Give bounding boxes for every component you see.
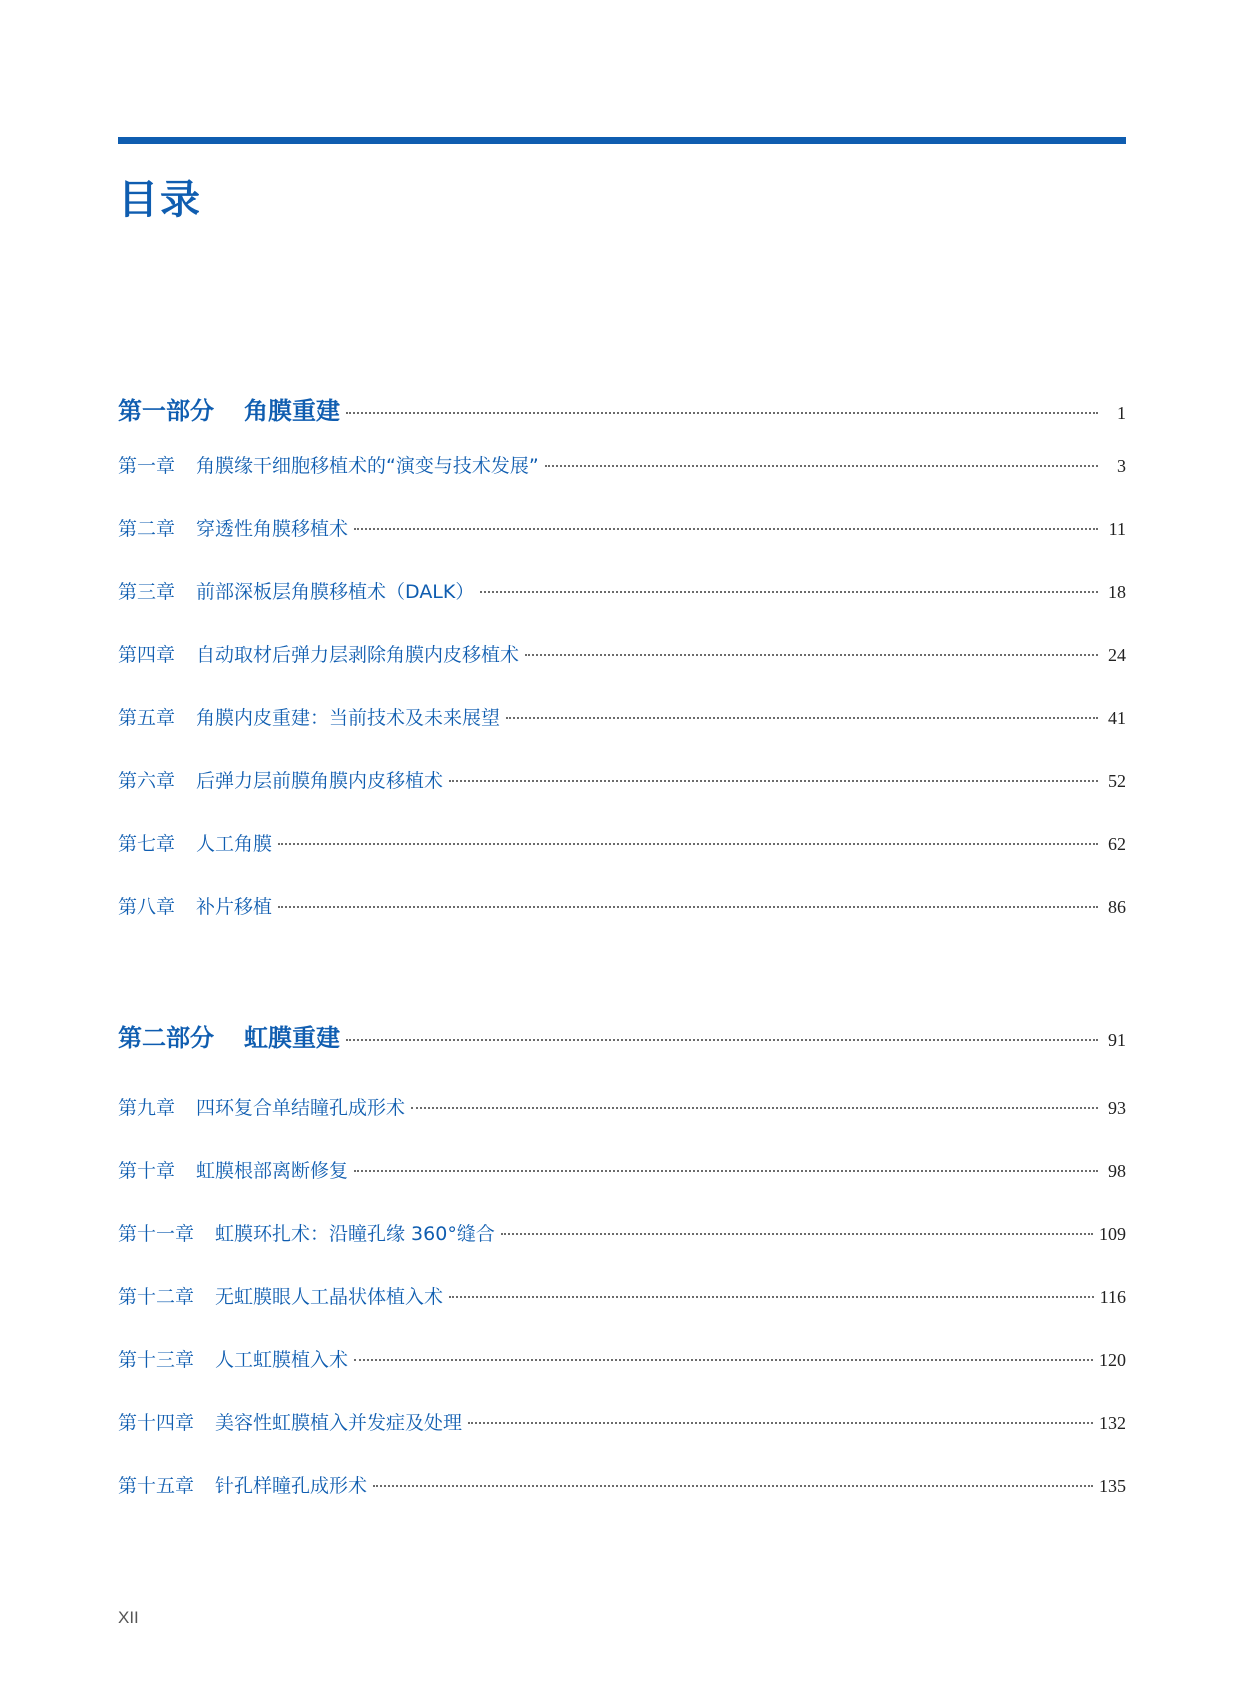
chapter-number: 第十章 [118,1160,176,1182]
dot-leader [346,412,1098,414]
page-number: 1 [1117,403,1126,423]
dot-leader [480,591,1098,593]
chapter-number: 第九章 [118,1097,176,1119]
page-number: 41 [1108,708,1126,728]
chapter-number: 第四章 [118,644,176,666]
page-number: 18 [1108,582,1126,602]
toc-chapter-7[interactable] [118,829,1126,856]
chapter-title: 角膜缘干细胞移植术的“演变与技术发展” [196,455,539,477]
chapter-title: 人工角膜 [196,833,273,855]
page-number: 120 [1099,1350,1126,1370]
part-title: 角膜重建 [244,397,340,425]
page-number: 98 [1108,1161,1126,1181]
chapter-number: 第十三章 [118,1349,195,1371]
chapter-title: 自动取材后弹力层剥除角膜内皮移植术 [196,644,520,666]
page-number: 62 [1108,834,1126,854]
page-number: 52 [1108,771,1126,791]
chapter-number: 第五章 [118,707,176,729]
page-number: 11 [1108,519,1126,539]
page-title: 目录 [118,177,202,223]
chapter-number: 第一章 [118,455,176,477]
chapter-number: 第八章 [118,896,176,918]
toc-chapter-11[interactable] [118,1219,1126,1246]
chapter-title: 美容性虹膜植入并发症及处理 [215,1412,463,1434]
toc-chapter-5[interactable] [118,703,1126,730]
dot-leader [501,1233,1093,1235]
dot-leader [449,1296,1094,1298]
chapter-number: 第十五章 [118,1475,195,1497]
chapter-title: 后弹力层前膜角膜内皮移植术 [196,770,444,792]
toc-chapter-6[interactable] [118,766,1126,793]
dot-leader [468,1422,1093,1424]
chapter-title: 虹膜根部离断修复 [196,1160,349,1182]
chapter-number: 第十一章 [118,1223,195,1245]
chapter-title: 四环复合单结瞳孔成形术 [196,1097,406,1119]
dot-leader [346,1039,1098,1041]
chapter-title: 人工虹膜植入术 [215,1349,349,1371]
dot-leader [354,1359,1093,1361]
chapter-number: 第七章 [118,833,176,855]
part-label: 第二部分 [118,1024,214,1052]
dot-leader [411,1107,1098,1109]
toc-chapter-4[interactable] [118,640,1126,667]
page-number: 132 [1099,1413,1126,1433]
chapter-title: 无虹膜眼人工晶状体植入术 [215,1286,444,1308]
toc-chapter-1[interactable] [118,451,1126,478]
dot-leader [449,780,1098,782]
chapter-title: 角膜内皮重建：当前技术及未来展望 [196,707,501,729]
chapter-title: 前部深板层角膜移植术（DALK） [196,581,475,603]
dot-leader [506,717,1098,719]
page-number: 93 [1108,1098,1126,1118]
toc-chapter-12[interactable] [118,1282,1126,1309]
dot-leader [278,843,1098,845]
toc-chapter-13[interactable] [118,1345,1126,1372]
page-number: 109 [1099,1224,1126,1244]
page-number: 91 [1108,1030,1126,1050]
dot-leader [354,528,1098,530]
chapter-title: 针孔样瞳孔成形术 [215,1475,368,1497]
page-number: 86 [1108,897,1126,917]
toc-chapter-15[interactable] [118,1471,1126,1498]
part-label: 第一部分 [118,397,214,425]
toc-chapter-8[interactable] [118,892,1126,919]
chapter-number: 第十四章 [118,1412,195,1434]
dot-leader [545,465,1098,467]
chapter-number: 第十二章 [118,1286,195,1308]
toc-chapter-2[interactable] [118,514,1126,541]
page-number: 116 [1099,1287,1126,1307]
chapter-number: 第三章 [118,581,176,603]
toc-part-1[interactable] [118,391,1126,426]
toc-chapter-3[interactable] [118,577,1126,604]
page-number: 135 [1099,1476,1126,1496]
toc-chapter-9[interactable] [118,1093,1126,1120]
dot-leader [278,906,1098,908]
chapter-number: 第二章 [118,518,176,540]
chapter-number: 第六章 [118,770,176,792]
top-rule [118,137,1126,144]
toc-chapter-10[interactable] [118,1156,1126,1183]
chapter-title: 穿透性角膜移植术 [196,518,349,540]
chapter-title: 虹膜环扎术：沿瞳孔缘 360°缝合 [215,1223,495,1245]
page-number-footer: XII [118,1608,139,1627]
chapter-title: 补片移植 [196,896,273,918]
dot-leader [525,654,1098,656]
toc-part-2[interactable] [118,1018,1126,1053]
page-number: 3 [1117,456,1126,476]
dot-leader [354,1170,1098,1172]
page-number: 24 [1108,645,1126,665]
part-title: 虹膜重建 [244,1024,340,1052]
dot-leader [373,1485,1093,1487]
toc-chapter-14[interactable] [118,1408,1126,1435]
